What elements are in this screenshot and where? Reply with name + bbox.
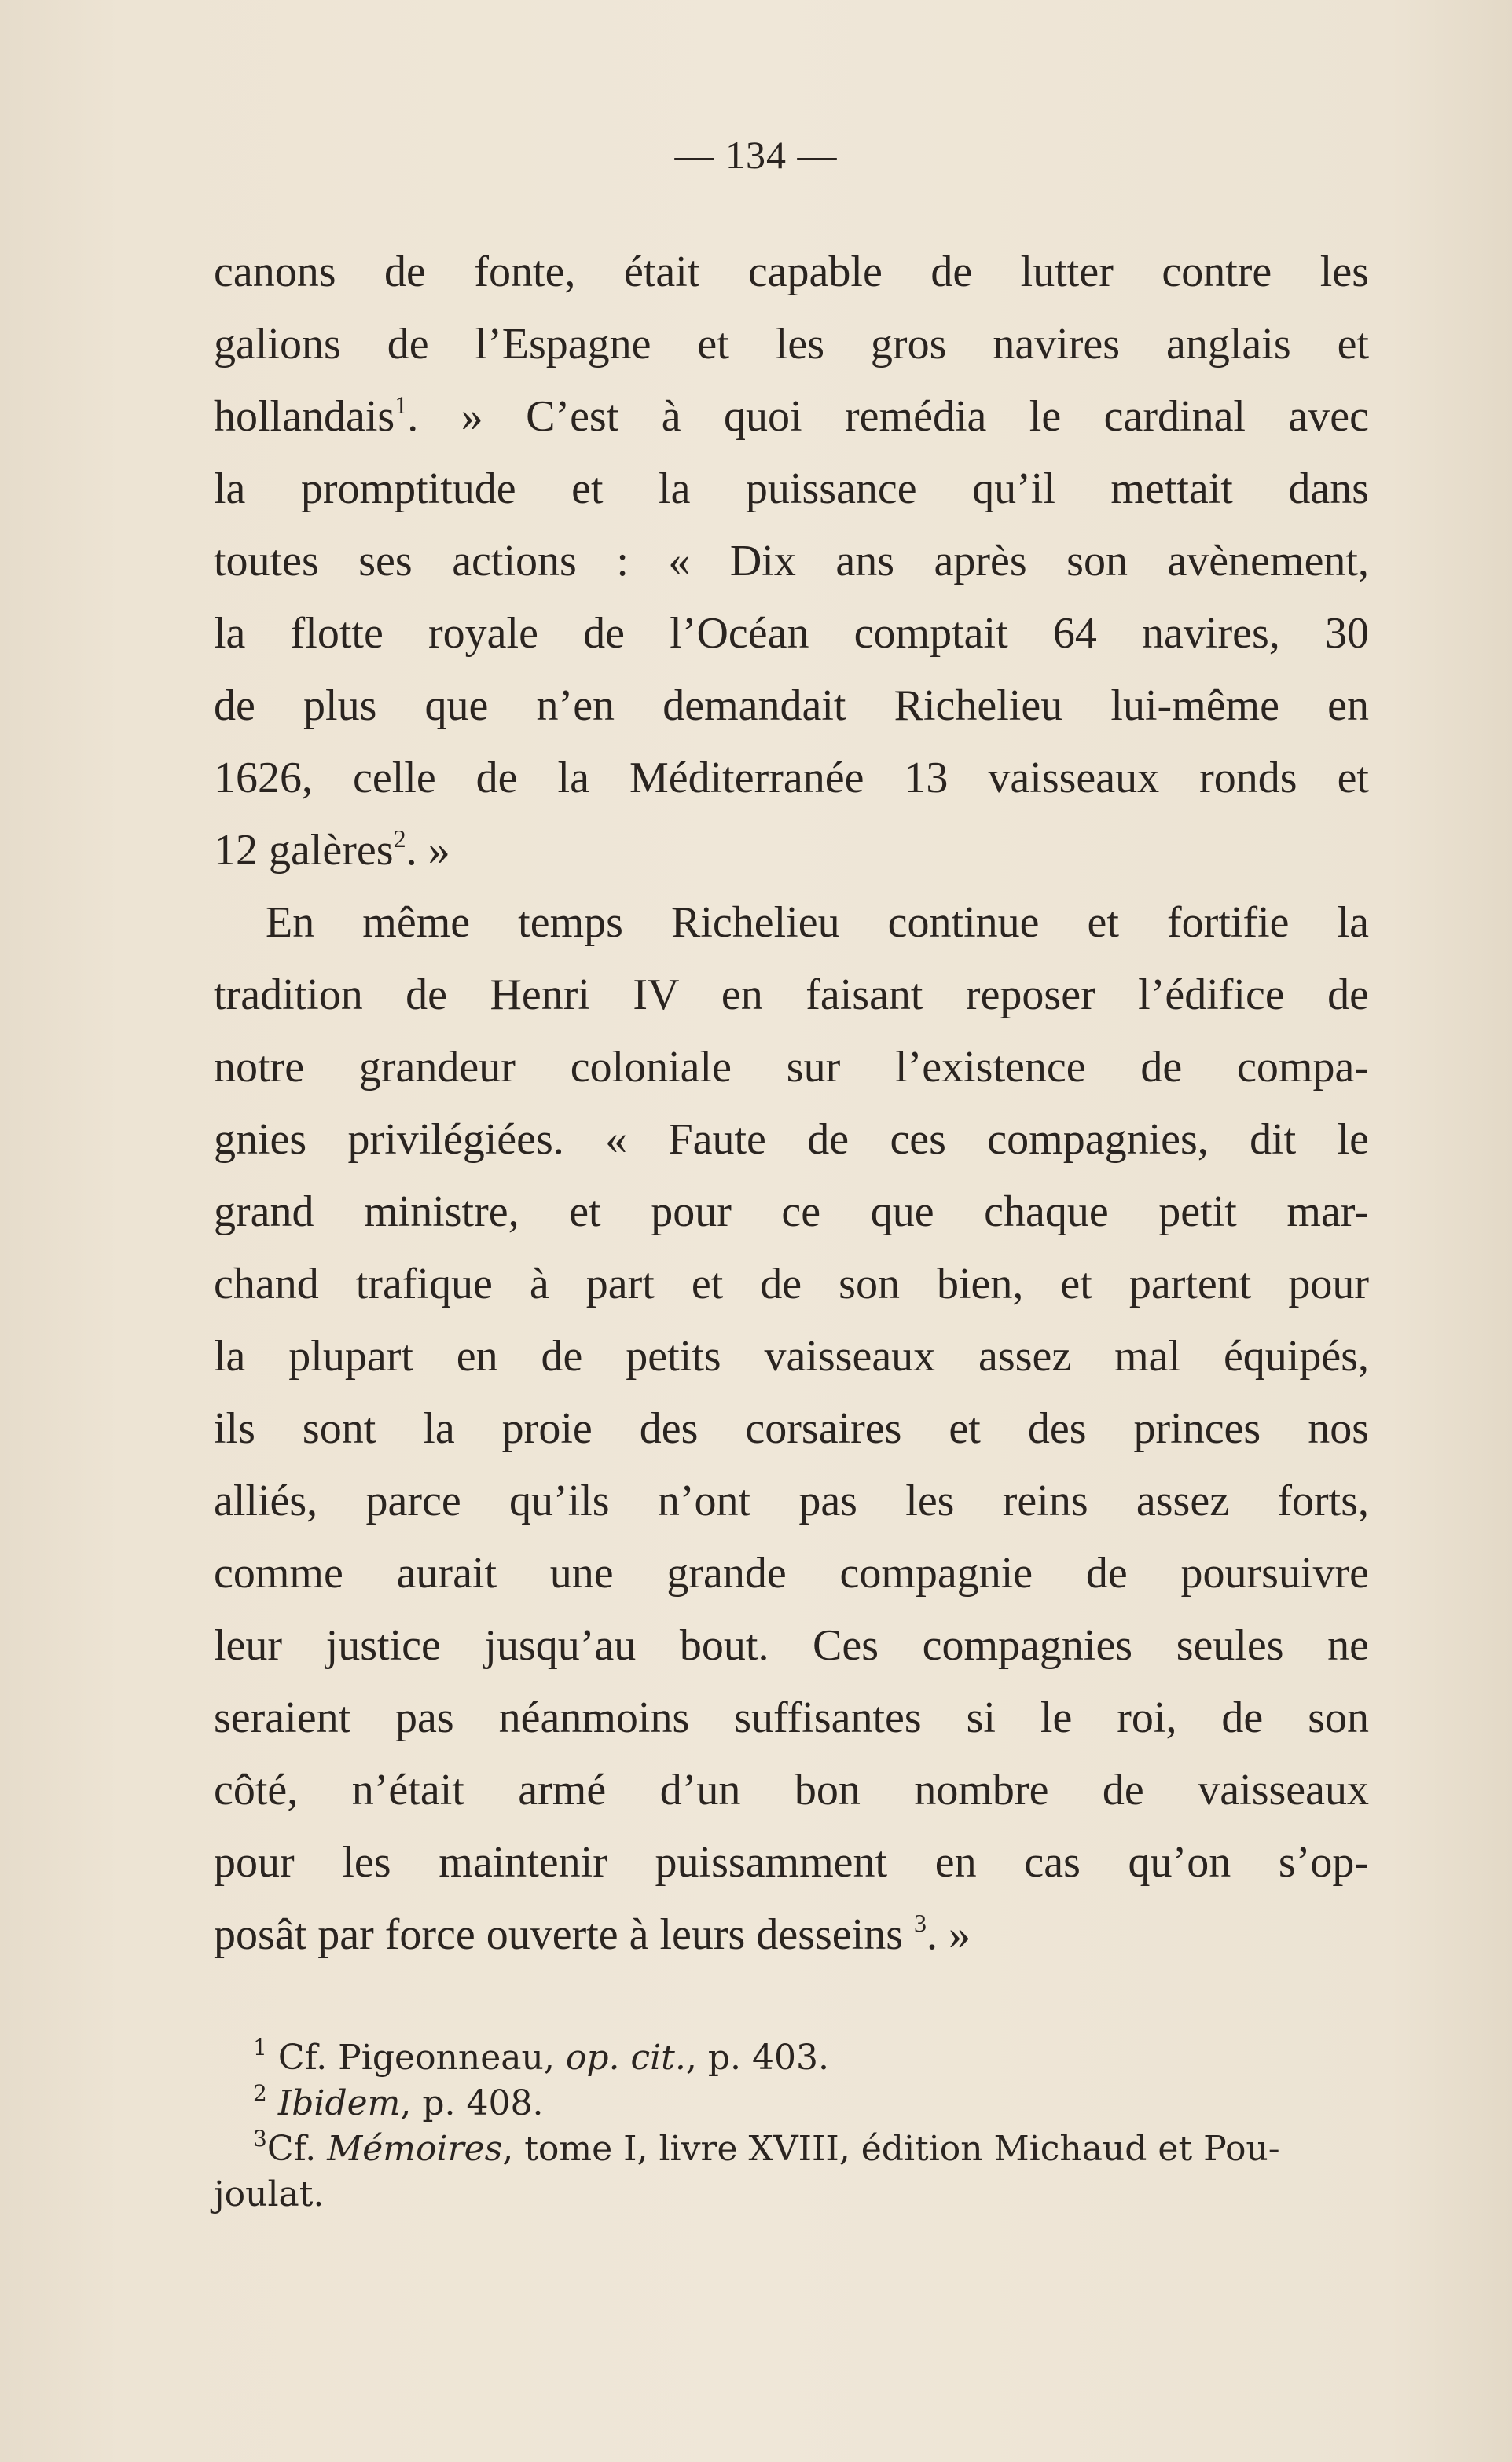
text-line: leur justice jusqu’au bout. Ces compagnies seules ne — [214, 1621, 1369, 1670]
footnote-italic: Mémoires — [327, 2129, 503, 2169]
footnote-italic: op. cit. — [565, 2038, 686, 2078]
footnote — [214, 2126, 1369, 2172]
text-segment: . » — [927, 1910, 971, 1959]
text-line: notre grandeur coloniale sur l’existence de compa- — [214, 1043, 1369, 1092]
text-line: de plus que n’en demandait Richelieu lui-même en — [214, 681, 1369, 730]
text-segment: . » C’est à quoi remédia le cardinal avec — [407, 392, 1369, 441]
text-line: chand trafique à part et de son bien, et partent pour — [214, 1260, 1369, 1308]
text-line: toutes ses actions : « Dix ans après son avènement, — [214, 537, 1369, 585]
text-line: la promptitude et la puissance qu’il mettait dans — [214, 464, 1369, 513]
text-line: grand ministre, et pour ce que chaque petit mar- — [214, 1187, 1369, 1236]
text-line: tradition de Henri IV en faisant reposer l’édifice de — [214, 970, 1369, 1019]
footnote-text: , tome I, livre XVIII, édition Michaud et Pou- — [502, 2129, 1280, 2169]
footnote-ref: 3 — [914, 1909, 927, 1937]
footnote-ref: 1 — [395, 391, 408, 419]
text-segment: 12 galères — [214, 826, 394, 875]
text-line: côté, n’était armé d’un bon nombre de vaisseaux — [214, 1766, 1369, 1814]
footnote-text: Cf. Pigeonneau, — [277, 2038, 566, 2078]
footnote-ref: 2 — [393, 824, 406, 853]
text-line — [214, 380, 1369, 453]
body-text — [214, 236, 1369, 1971]
text-line: gnies privilégiées. « Faute de ces compagnies, dit le — [214, 1115, 1369, 1164]
footnotes — [214, 2035, 1369, 2218]
text-line: canons de fonte, était capable de lutter contre les — [214, 248, 1369, 296]
text-line: galions de l’Espagne et les gros navires anglais et — [214, 320, 1369, 369]
text-line: comme aurait une grande compagnie de poursuivre — [214, 1549, 1369, 1598]
footnote — [214, 2081, 1369, 2126]
text-segment: hollandais — [214, 392, 395, 441]
footnote-continuation: joulat. — [214, 2174, 325, 2214]
text-line: seraient pas néanmoins suffisantes si le roi, de son — [214, 1693, 1369, 1742]
text-line: la flotte royale de l’Océan comptait 64 navires, 30 — [214, 609, 1369, 658]
text-line: En même temps Richelieu continue et fortifie la — [266, 898, 1369, 947]
footnote-number: 1 — [253, 2035, 267, 2060]
text-segment: posât par force ouverte à leurs desseins — [214, 1910, 903, 1959]
text-line: pour les maintenir puissamment en cas qu’on s’op- — [214, 1838, 1369, 1887]
text-line — [214, 1899, 1369, 1971]
text-line: la plupart en de petits vaisseaux assez mal équipés, — [214, 1332, 1369, 1381]
text-line: 1626, celle de la Méditerranée 13 vaisseaux ronds et — [214, 754, 1369, 802]
text-line: ils sont la proie des corsaires et des princes nos — [214, 1404, 1369, 1453]
footnote-text: , p. 403. — [685, 2038, 829, 2078]
text-segment: . » — [406, 826, 450, 875]
footnote-italic: Ibidem — [277, 2083, 401, 2123]
footnote-text: Cf. — [266, 2129, 328, 2169]
footnote — [214, 2035, 1369, 2081]
footnote-text: , p. 408. — [400, 2083, 544, 2123]
footnote-number: 2 — [253, 2080, 267, 2106]
footnote-number: 3 — [253, 2126, 267, 2152]
text-line: alliés, parce qu’ils n’ont pas les reins assez forts, — [214, 1477, 1369, 1525]
page-number: — 134 — — [674, 133, 838, 177]
text-line — [214, 814, 1369, 886]
